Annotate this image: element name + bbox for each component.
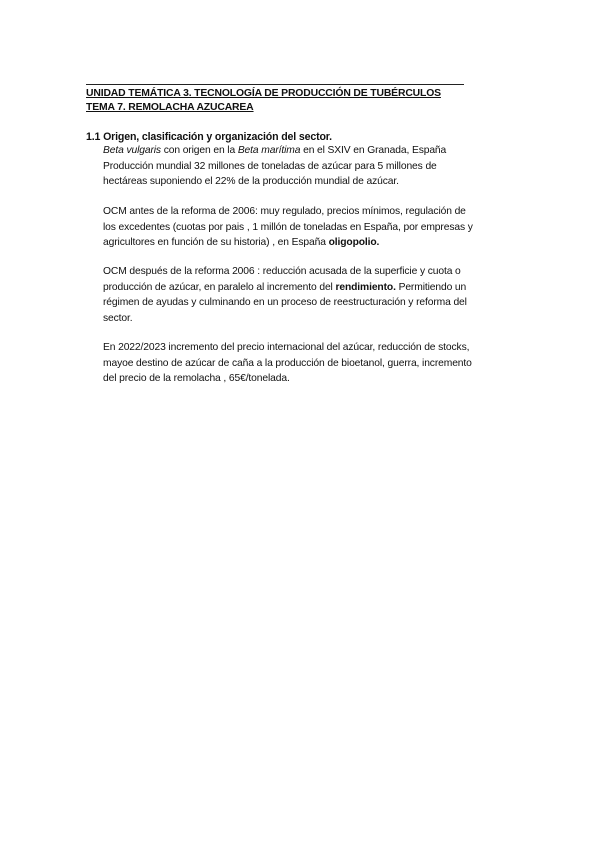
paragraph-line: del precio de la remolacha , 65€/tonelada. <box>103 373 290 385</box>
paragraph-line: Producción mundial 32 millones de toneladas de azúcar para 5 millones de <box>103 160 437 172</box>
paragraph-line: los excedentes (cuotas por pais , 1 millón de toneladas en España, por empresas y <box>103 221 473 233</box>
paragraph-ocm-before <box>103 204 513 251</box>
paragraph-line: Beta vulgaris con origen en la Beta marítima en el SXIV en Granada, España <box>103 145 447 156</box>
paragraph-line: OCM después de la reforma 2006 : reducción acusada de la superficie y cuota o <box>103 266 461 277</box>
topic-title: TEMA 7. REMOLACHA AZUCAREA <box>86 102 254 113</box>
emphasis-rendimiento: rendimiento. <box>335 281 396 293</box>
paragraph-line: producción de azúcar, en paralelo al incremento del rendimiento. Permitiendo un <box>103 281 467 293</box>
species-name: Beta vulgaris <box>103 145 161 156</box>
paragraph-line: hectáreas suponiendo el 22% de la producción mundial de azúcar. <box>103 176 399 188</box>
paragraph-2022 <box>103 340 513 387</box>
paragraph-line: sector. <box>103 312 133 324</box>
section-heading: 1.1 Origen, clasificación y organización del sector. <box>86 131 332 143</box>
unit-title: UNIDAD TEMÁTICA 3. TECNOLOGÍA DE PRODUCCIÓN DE TUBÉRCULOS <box>86 88 441 99</box>
paragraph-line: agricultores en función de su historia) , en España oligopolio. <box>103 237 380 249</box>
paragraph-line: En 2022/2023 incremento del precio internacional del azúcar, reducción de stocks, <box>103 342 470 353</box>
header-rule <box>86 84 464 85</box>
paragraph-origin <box>103 143 513 190</box>
document-header <box>86 87 506 115</box>
paragraph-ocm-after <box>103 264 513 326</box>
paragraph-line: mayoe destino de azúcar de caña a la producción de bioetanol, guerra, incremento <box>103 357 472 369</box>
paragraph-line: OCM antes de la reforma de 2006: muy regulado, precios mínimos, regulación de <box>103 206 466 217</box>
emphasis-oligopolio: oligopolio. <box>328 237 380 249</box>
paragraph-line: régimen de ayudas y culminando en un proceso de reestructuración y reforma del <box>103 297 467 309</box>
origin-species-name: Beta marítima <box>237 145 301 156</box>
